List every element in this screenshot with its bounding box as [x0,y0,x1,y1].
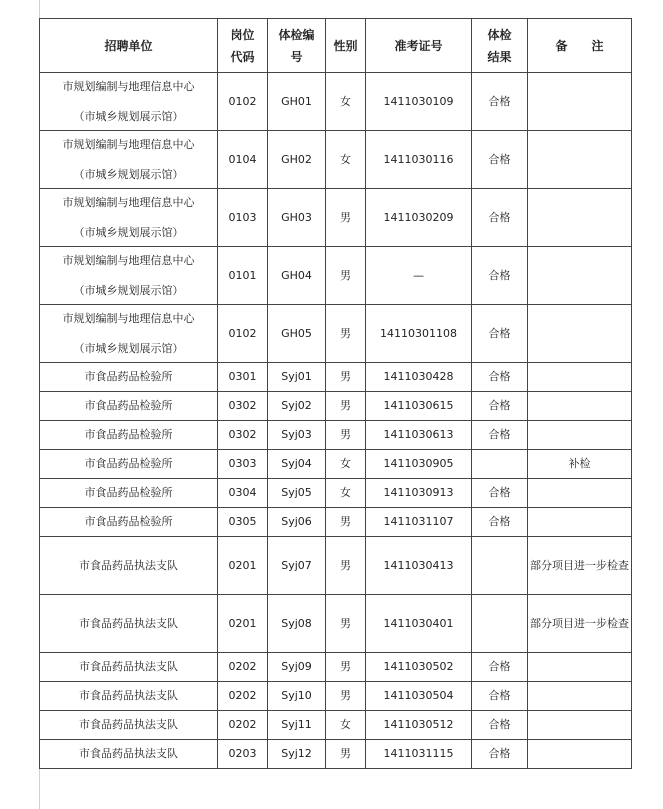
cell-unit [40,392,218,421]
table-row [40,363,632,392]
cell-result [472,450,528,479]
cell-unit-line: （市城乡规划展示馆） [73,341,184,355]
cell-ticket-number: 1411030913 [366,479,472,508]
table-row [40,740,632,769]
cell-unit [40,305,218,363]
cell-gender: 男 [326,247,366,305]
cell-remark [528,247,632,305]
header-result [472,19,528,73]
cell-post-code: 0304 [218,479,268,508]
cell-unit [40,189,218,247]
table-row [40,479,632,508]
cell-ticket-number: 1411030615 [366,392,472,421]
cell-unit-line: 市食品药品执法支队 [79,747,178,760]
cell-post-code: 0202 [218,653,268,682]
cell-unit-line: 市食品药品执法支队 [79,616,178,630]
cell-gender: 男 [326,653,366,682]
header-remark: 备 注 [528,19,632,73]
table-row [40,247,632,305]
cell-unit-line: 市食品药品执法支队 [79,558,178,572]
header-ticket-number: 准考证号 [366,19,472,73]
cell-post-code: 0102 [218,305,268,363]
cell-remark [528,305,632,363]
header-post-code [218,19,268,73]
table-row [40,73,632,131]
cell-exam-number: Syj04 [268,450,326,479]
cell-ticket-number: 1411030613 [366,421,472,450]
header-gender: 性别 [326,19,366,73]
cell-remark [528,653,632,682]
cell-unit-line: 市规划编制与地理信息中心 [62,253,195,267]
cell-ticket-number: 1411030504 [366,682,472,711]
page-right-margin [646,0,663,809]
cell-unit [40,595,218,653]
cell-post-code: 0203 [218,740,268,769]
cell-post-code: 0104 [218,131,268,189]
cell-gender: 女 [326,479,366,508]
cell-result: 合格 [472,479,528,508]
cell-ticket-number: 1411030116 [366,131,472,189]
cell-unit-line: 市食品药品检验所 [84,486,173,499]
cell-gender: 男 [326,682,366,711]
cell-gender: 女 [326,73,366,131]
cell-exam-number: Syj01 [268,363,326,392]
cell-gender: 女 [326,711,366,740]
cell-remark [528,682,632,711]
cell-post-code: 0202 [218,711,268,740]
cell-exam-number: GH05 [268,305,326,363]
cell-exam-number: GH03 [268,189,326,247]
cell-post-code: 0302 [218,392,268,421]
cell-unit [40,131,218,189]
table-row [40,711,632,740]
cell-unit [40,508,218,537]
cell-post-code: 0103 [218,189,268,247]
cell-unit [40,537,218,595]
cell-result: 合格 [472,682,528,711]
cell-unit-line: 市食品药品检验所 [84,399,173,412]
cell-result: 合格 [472,363,528,392]
cell-unit-line: 市规划编制与地理信息中心 [62,195,195,209]
cell-remark: 补检 [528,450,632,479]
cell-exam-number: Syj02 [268,392,326,421]
cell-exam-number: Syj06 [268,508,326,537]
cell-remark [528,479,632,508]
cell-ticket-number: — [366,247,472,305]
table-row [40,131,632,189]
cell-result: 合格 [472,421,528,450]
cell-post-code: 0201 [218,595,268,653]
cell-remark [528,189,632,247]
cell-ticket-number: 1411030428 [366,363,472,392]
cell-unit [40,711,218,740]
cell-exam-number: GH01 [268,73,326,131]
cell-unit [40,363,218,392]
physical-exam-results-table [39,18,632,769]
cell-post-code: 0305 [218,508,268,537]
cell-result: 合格 [472,247,528,305]
cell-unit-line: 市食品药品执法支队 [79,718,178,731]
table-row [40,682,632,711]
cell-unit [40,247,218,305]
table-row [40,305,632,363]
cell-result [472,537,528,595]
cell-unit [40,653,218,682]
cell-result: 合格 [472,392,528,421]
cell-gender: 男 [326,305,366,363]
cell-exam-number: Syj07 [268,537,326,595]
cell-exam-number: Syj05 [268,479,326,508]
cell-gender: 男 [326,740,366,769]
cell-ticket-number: 1411030905 [366,450,472,479]
cell-unit [40,450,218,479]
cell-exam-number: Syj12 [268,740,326,769]
table-header-row [40,19,632,73]
cell-ticket-number: 1411031115 [366,740,472,769]
cell-remark: 部分项目进一步检查 [528,595,632,653]
cell-unit-line: 市食品药品检验所 [84,428,173,441]
cell-gender: 男 [326,537,366,595]
cell-result: 合格 [472,711,528,740]
cell-post-code: 0303 [218,450,268,479]
cell-remark [528,131,632,189]
cell-result: 合格 [472,508,528,537]
cell-unit-line: 市规划编制与地理信息中心 [62,79,195,93]
cell-unit-line: （市城乡规划展示馆） [73,167,184,181]
cell-ticket-number: 14110301108 [366,305,472,363]
cell-exam-number: Syj11 [268,711,326,740]
cell-remark: 部分项目进一步检查 [528,537,632,595]
cell-unit-line: 市食品药品检验所 [84,515,173,528]
cell-post-code: 0302 [218,421,268,450]
header-result-line1: 体检 [487,27,512,42]
cell-ticket-number: 1411030109 [366,73,472,131]
cell-result [472,595,528,653]
cell-unit [40,740,218,769]
table-row [40,653,632,682]
header-unit: 招聘单位 [40,19,218,73]
header-post-code-line1: 岗位 [230,27,255,42]
cell-result: 合格 [472,305,528,363]
cell-result: 合格 [472,73,528,131]
cell-gender: 男 [326,421,366,450]
cell-gender: 男 [326,363,366,392]
cell-remark [528,740,632,769]
header-exam-number [268,19,326,73]
cell-gender: 男 [326,189,366,247]
cell-unit [40,73,218,131]
cell-unit-line: （市城乡规划展示馆） [73,225,184,239]
cell-ticket-number: 1411030413 [366,537,472,595]
table-body [40,73,632,769]
table-row [40,421,632,450]
cell-ticket-number: 1411030209 [366,189,472,247]
cell-ticket-number: 1411030401 [366,595,472,653]
cell-ticket-number: 1411030502 [366,653,472,682]
cell-unit-line: （市城乡规划展示馆） [73,283,184,297]
cell-unit-line: 市规划编制与地理信息中心 [62,311,195,325]
table-row [40,595,632,653]
header-result-line2: 结果 [487,49,512,64]
table-row [40,450,632,479]
cell-post-code: 0202 [218,682,268,711]
cell-gender: 男 [326,595,366,653]
cell-remark [528,392,632,421]
header-post-code-line2: 代码 [230,49,255,64]
cell-remark [528,508,632,537]
cell-gender: 男 [326,508,366,537]
table-row [40,537,632,595]
cell-remark [528,711,632,740]
cell-gender: 男 [326,392,366,421]
cell-exam-number: Syj08 [268,595,326,653]
cell-unit-line: 市食品药品检验所 [84,457,173,470]
table-row [40,392,632,421]
cell-unit-line: 市食品药品执法支队 [79,660,178,673]
cell-post-code: 0101 [218,247,268,305]
cell-result: 合格 [472,740,528,769]
cell-unit [40,479,218,508]
cell-unit-line: 市食品药品检验所 [84,370,173,383]
cell-post-code: 0301 [218,363,268,392]
cell-exam-number: Syj09 [268,653,326,682]
cell-unit [40,682,218,711]
cell-unit-line: 市食品药品执法支队 [79,689,178,702]
cell-exam-number: GH02 [268,131,326,189]
cell-exam-number: Syj10 [268,682,326,711]
table-row [40,189,632,247]
cell-post-code: 0102 [218,73,268,131]
cell-gender: 女 [326,450,366,479]
cell-gender: 女 [326,131,366,189]
cell-remark [528,73,632,131]
cell-exam-number: Syj03 [268,421,326,450]
header-exam-number-line1: 体检编 [278,27,315,42]
cell-remark [528,421,632,450]
cell-ticket-number: 1411030512 [366,711,472,740]
cell-unit-line: 市规划编制与地理信息中心 [62,137,195,151]
table-row [40,508,632,537]
cell-result: 合格 [472,189,528,247]
cell-ticket-number: 1411031107 [366,508,472,537]
cell-unit-line: （市城乡规划展示馆） [73,109,184,123]
cell-exam-number: GH04 [268,247,326,305]
cell-result: 合格 [472,131,528,189]
header-exam-number-line2: 号 [290,49,303,64]
cell-result: 合格 [472,653,528,682]
cell-unit [40,421,218,450]
cell-remark [528,363,632,392]
cell-post-code: 0201 [218,537,268,595]
